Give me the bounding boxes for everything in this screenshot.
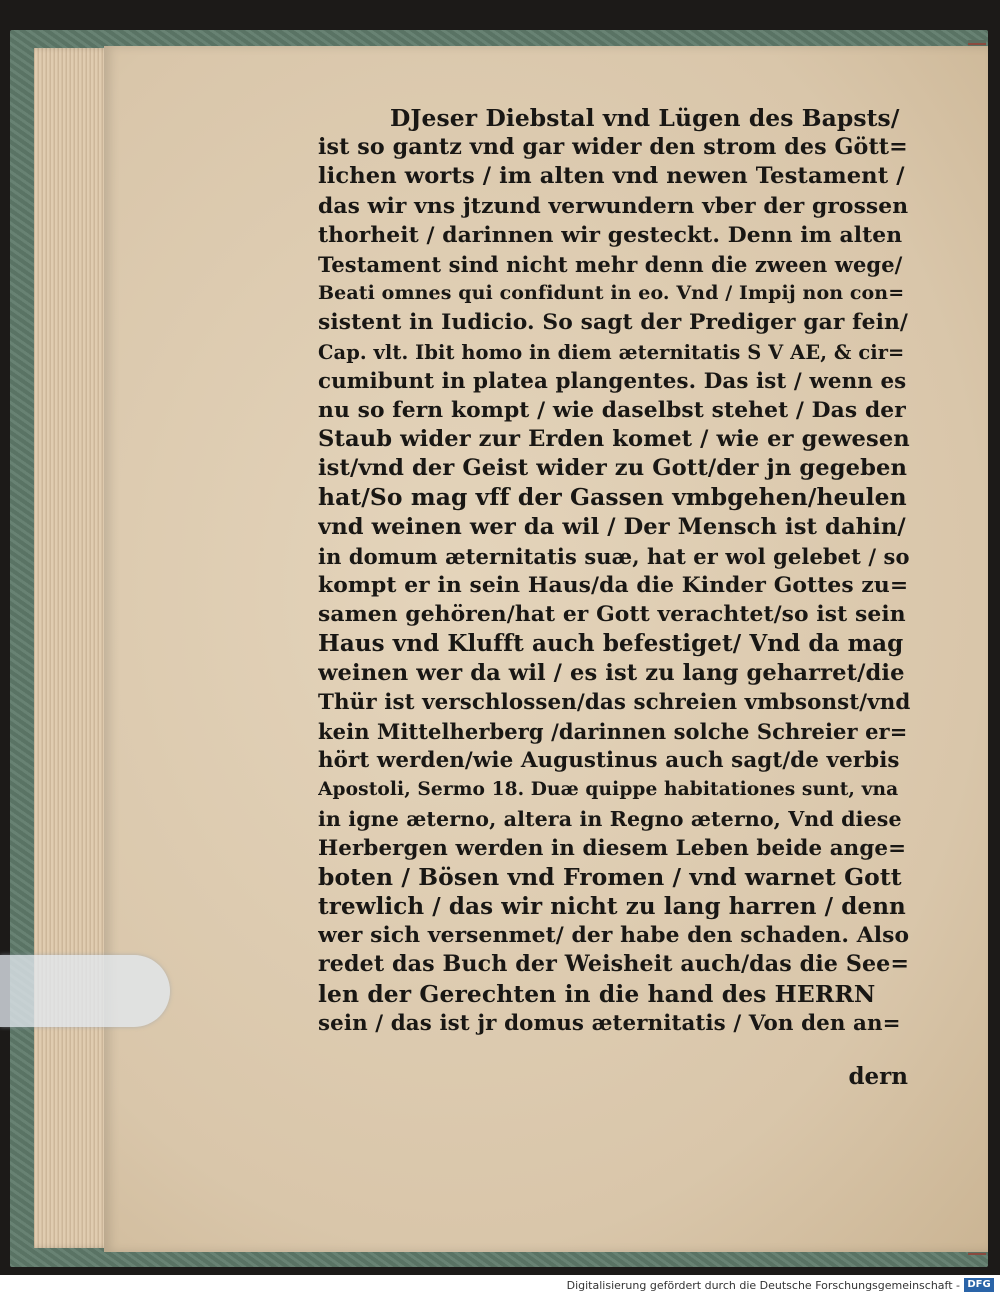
text-line: samen gehören/hat er Gott verachtet/so ist sein — [318, 602, 906, 628]
text-line: wer sich versenmet/ der habe den schaden. Also — [318, 923, 910, 949]
text-line: ist so gantz vnd gar wider den strom des Gött= — [318, 134, 908, 161]
text-line: trewlich / das wir nicht zu lang harren / denn — [318, 893, 906, 921]
text-line: boten / Bösen vnd Fromen / vnd warnet Gott — [318, 862, 902, 891]
text-line: nu so fern kompt / wie daselbst stehet / Das der — [318, 397, 906, 423]
text-line: Cap. vlt. Ibit homo in diem æternitatis S V AE, & cir= — [318, 340, 905, 364]
text-line: das wir vns jtzund verwundern vber der grossen — [318, 193, 909, 219]
text-line: weinen wer da wil / es ist zu lang geharret/die — [318, 659, 905, 686]
text-line: DJeser Diebstal vnd Lügen des Bapsts/ — [390, 104, 900, 132]
text-line: redet das Buch der Weisheit auch/das die See= — [318, 951, 910, 978]
page-edges — [34, 48, 112, 1248]
page-text — [318, 104, 910, 1038]
text-line: in domum æternitatis suæ, hat er wol gelebet / so — [318, 543, 910, 569]
funding-credit: Digitalisierung gefördert durch die Deutsche Forschungsgemeinschaft - — [566, 1279, 960, 1292]
text-line: hat/So mag vff der Gassen vmbgehen/heulen — [318, 483, 907, 512]
text-line: Haus vnd Klufft auch befestiget/ Vnd da mag — [318, 630, 904, 658]
text-line: sistent in Iudicio. So sagt der Prediger gar fein/ — [318, 310, 908, 336]
text-line: kein Mittelherberg /darinnen solche Schreier er= — [318, 718, 908, 744]
text-line: Testament sind nicht mehr denn die zween wege/ — [318, 251, 903, 277]
text-line: len der Gerechten in die hand des HERRN — [318, 979, 876, 1008]
text-line: kompt er in sein Haus/da die Kinder Gottes zu= — [318, 573, 909, 598]
text-line: Staub wider zur Erden komet / wie er gewesen — [318, 426, 910, 453]
text-line: lichen worts / im alten vnd newen Testament / — [318, 163, 905, 190]
text-line: ist/vnd der Geist wider zu Gott/der jn gegeben — [318, 455, 907, 482]
text-line: Herbergen werden in diesem Leben beide ange= — [318, 835, 907, 861]
text-line: Apostoli, Sermo 18. Duæ quippe habitationes sunt, vna — [318, 779, 899, 801]
dfg-logo-icon: DFG — [964, 1278, 994, 1292]
text-line: vnd weinen wer da wil / Der Mensch ist dahin/ — [318, 513, 906, 540]
text-line: Beati omnes qui confidunt in eo. Vnd / Impij non con= — [318, 282, 905, 305]
footer-bar — [0, 1275, 1000, 1297]
text-line: Thür ist verschlossen/das schreien vmbsonst/vnd — [318, 689, 910, 715]
text-line: in igne æterno, altera in Regno æterno, Vnd diese — [318, 806, 902, 831]
text-line: cumibunt in platea plangentes. Das ist / wenn es — [318, 368, 907, 394]
bookmark-tab — [0, 955, 170, 1027]
text-line: thorheit / darinnen wir gesteckt. Denn im alten — [318, 222, 903, 248]
catchword: dern — [848, 1063, 908, 1090]
text-line: hört werden/wie Augustinus auch sagt/de verbis — [318, 748, 900, 774]
text-line: sein / das ist jr domus æternitatis / Von den an= — [318, 1010, 901, 1036]
